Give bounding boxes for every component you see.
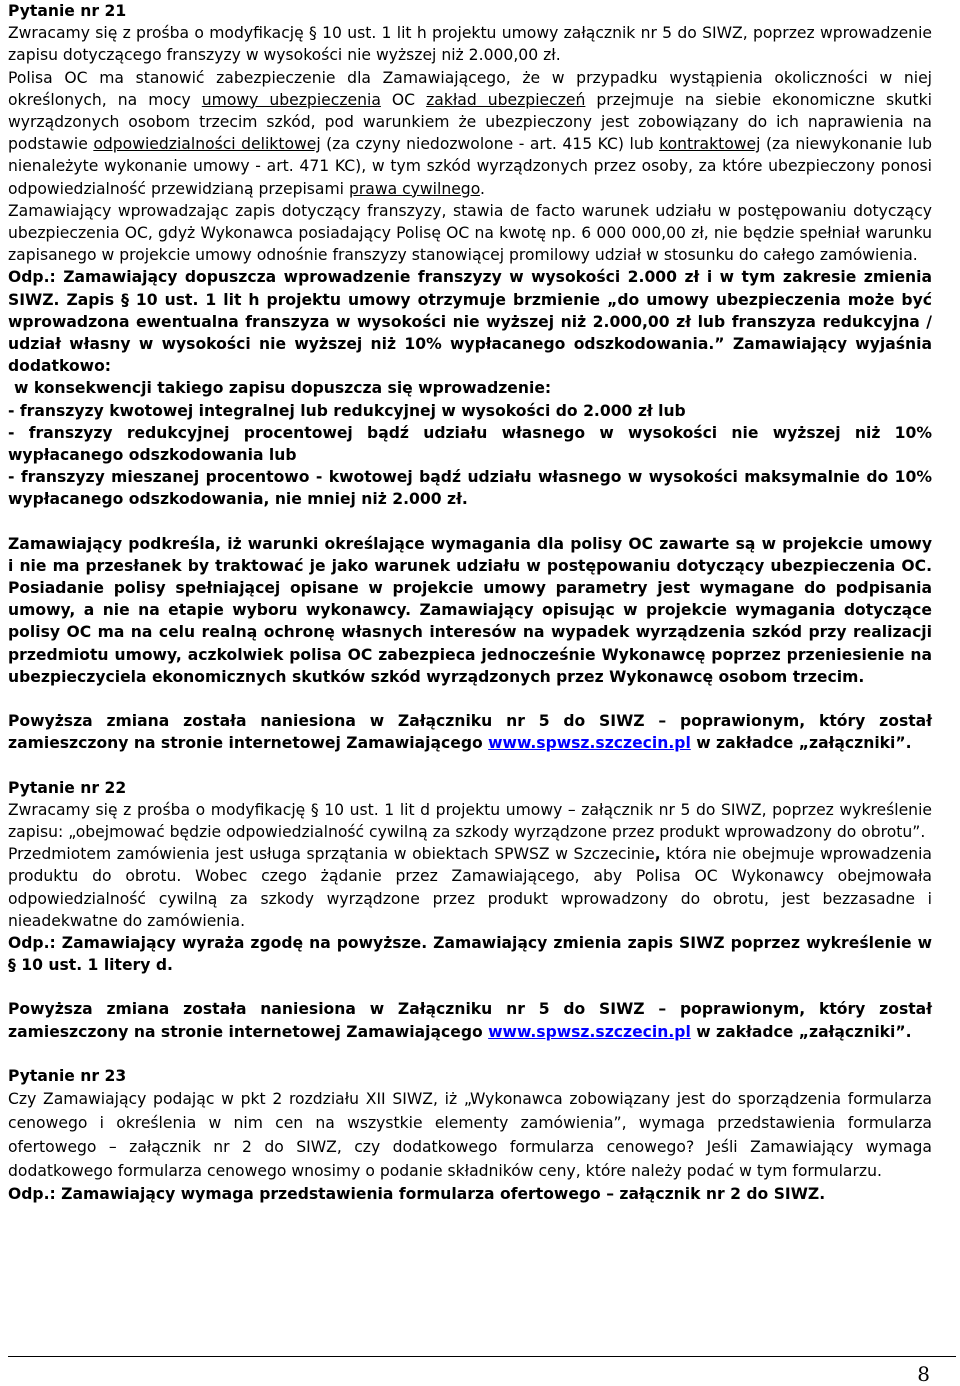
question-22-request: Zwracamy się z prośba o modyfikację § 10 ust. 1 lit d projektu umowy – załącznik nr 5 do SIWZ, poprzez wykreślenie zapisu: „obejmować będzie odpowiedzialność cywilną za szkody wyrządzone przez produkt wprowadzony do obrotu”.: [8, 800, 932, 841]
question-21-request: Zwracamy się z prośba o modyfikację § 10 ust. 1 lit h projektu umowy załącznik nr 5 do SIWZ, poprzez wprowadzenie zapisu dotyczącego franszyzy w wysokości nie wyższej niż 2.000,00 zł.: [8, 24, 932, 65]
link-kontraktowej[interactable]: kontraktowej: [659, 135, 761, 154]
answer-21-option-3: - franszyzy mieszanej procentowo - kwotowej bądź udziału własnego w wysokości maksymalnie do 10% wypłacanego odszkodowania, nie mniej niż 2.000 zł.: [8, 468, 932, 509]
answer-21-note: Powyższa zmiana została naniesiona w Załączniku nr 5 do SIWZ – poprawionym, który został zamieszczony na stronie internetowej Zamawiającego www.spwsz.szczecin.pl w zakładce „załączniki”.: [8, 712, 932, 753]
question-21-justification: Polisa OC ma stanowić zabezpieczenie dla Zamawiającego, że w przypadku wystąpienia okoliczności w niej określonych, na mocy umowy ubezpieczenia OC zakład ubezpieczeń przejmuje na siebie ekonomiczne skutki wyrządzonych osobom trzecim szkód, pod warunkiem że ubezpieczony jest zobowiązany do ich naprawienia na podstawie odpowiedzialności deliktowej (za czyny niedozwolone - art. 415 KC) lub kontraktowej (za niewykonanie lub nienależyte wykonanie umowy - art. 471 KC), w tym szkód wyrządzonych przez osoby, za które ubezpieczony ponosi odpowiedzialność przewidzianą przepisami prawa cywilnego.: [8, 68, 932, 198]
question-22-title: Pytanie nr 22: [8, 778, 127, 797]
answer-23: Odp.: Zamawiający wymaga przedstawienia formularza ofertowego – załącznik nr 2 do SIWZ.: [8, 1184, 826, 1203]
question-21-argument: Zamawiający wprowadzając zapis dotyczący franszyzy, stawia de facto warunek udziału w postępowaniu dotyczący ubezpieczenia OC, gdyż Wykonawca posiadający Polisę OC na kwotę np. 6 000 000,00 zł, nie będzie spełniał warunku zapisanego w projekcie umowy odnośnie franszyzy stanowiącej promilowy udział w stosunku do całego zamówienia.: [8, 201, 932, 265]
answer-21-consequence: w konsekwencji takiego zapisu dopuszcza się wprowadzenie:: [14, 379, 552, 398]
document-page: [8, 0, 932, 1205]
link-zaklad-ubezpieczen[interactable]: zakład ubezpieczeń: [426, 90, 586, 109]
answer-21-main: Odp.: Zamawiający dopuszcza wprowadzenie franszyzy w wysokości 2.000 zł i w tym zakresie zmienia SIWZ. Zapis § 10 ust. 1 lit h projektu umowy otrzymuje brzmienie „do umowy ubezpieczenia może być wprowadzona ewentualna franszyza w wysokości nie wyższej niż 2.000,00 zł lub franszyza redukcyjna / udział własny w wysokości nie wyższej niż 10% wypłacanego odszkodowania.” Zamawiający wyjaśnia dodatkowo:: [8, 268, 932, 376]
question-23-title: Pytanie nr 23: [8, 1066, 127, 1085]
answer-22: Odp.: Zamawiający wyraża zgodę na powyższe. Zamawiający zmienia zapis SIWZ poprzez wykreślenie w § 10 ust. 1 litery d.: [8, 933, 932, 975]
website-link[interactable]: www.spwsz.szczecin.pl: [488, 1022, 691, 1041]
footer-divider: [8, 1356, 956, 1357]
page-number: 8: [917, 1362, 930, 1386]
answer-21-option-1: - franszyzy kwotowej integralnej lub redukcyjnej w wysokości do 2.000 zł lub: [8, 401, 686, 420]
link-odpowiedzialnosci-deliktowej[interactable]: odpowiedzialności deliktowej: [93, 135, 321, 154]
question-21-title: Pytanie nr 21: [8, 2, 127, 20]
link-prawa-cywilnego[interactable]: prawa cywilnego: [348, 179, 480, 198]
question-22-justification: Przedmiotem zamówienia jest usługa sprzątania w obiektach SPWSZ w Szczecinie, która nie obejmuje wprowadzenia produktu do obrotu. Wobec czego żądanie przez Zamawiającego, aby Polisa OC Wykonawcy obejmowała odpowiedzialność cywilną za szkody wyrządzone przez produkt wprowadzony do obrotu, jest bezzasadne i nieadekwatne do zamówienia.: [8, 845, 932, 930]
answer-21-emphasis: Zamawiający podkreśla, iż warunki określające wymagania dla polisy OC zawarte są w projekcie umowy i nie ma przesłanek by traktować je jako warunek udziału w postępowaniu dotyczący ubezpieczenia OC. Posiadanie polisy spełniającej opisane w projekcie umowy parametry jest wymagane do podpisania umowy, a nie na etapie wyboru wykonawcy. Zamawiający opisując w projekcie wymagania dotyczące polisy OC ma na celu realną ochronę własnych interesów na wypadek wyrządzenia szkód przy realizacji przedmiotu umowy, aczkolwiek polisa OC zabezpieca jednocześnie Wykonawcę poprzez przeniesienie na ubezpieczyciela ekonomicznych skutków szkód wyrządzonych przez Wykonawcę osobom trzecim.: [8, 534, 932, 686]
answer-21-option-2: - franszyzy redukcyjnej procentowej bądź udziału własnego w wysokości nie wyższej niż 10% wypłacanego odszkodowania lub: [8, 423, 932, 465]
website-link[interactable]: www.spwsz.szczecin.pl: [488, 734, 691, 753]
question-23-body: Czy Zamawiający podając w pkt 2 rozdziału XII SIWZ, iż „Wykonawca zobowiązany jest do sporządzenia formularza cenowego i określenia w nim cen na wszystkie elementy zamówienia”, wymaga przedstawienia formularza ofertowego – załącznik nr 2 do SIWZ, czy dodatkowego formularza cenowego? Jeśli Zamawiający wymaga dodatkowego formularza cenowego wnosimy o podanie składników ceny, które należy podać w tym formularzu.: [8, 1089, 932, 1180]
answer-22-note: Powyższa zmiana została naniesiona w Załączniku nr 5 do SIWZ – poprawionym, który został zamieszczony na stronie internetowej Zamawiającego www.spwsz.szczecin.pl w zakładce „załączniki”.: [8, 1000, 932, 1041]
link-umowy-ubezpieczenia[interactable]: umowy ubezpieczenia: [201, 90, 381, 109]
